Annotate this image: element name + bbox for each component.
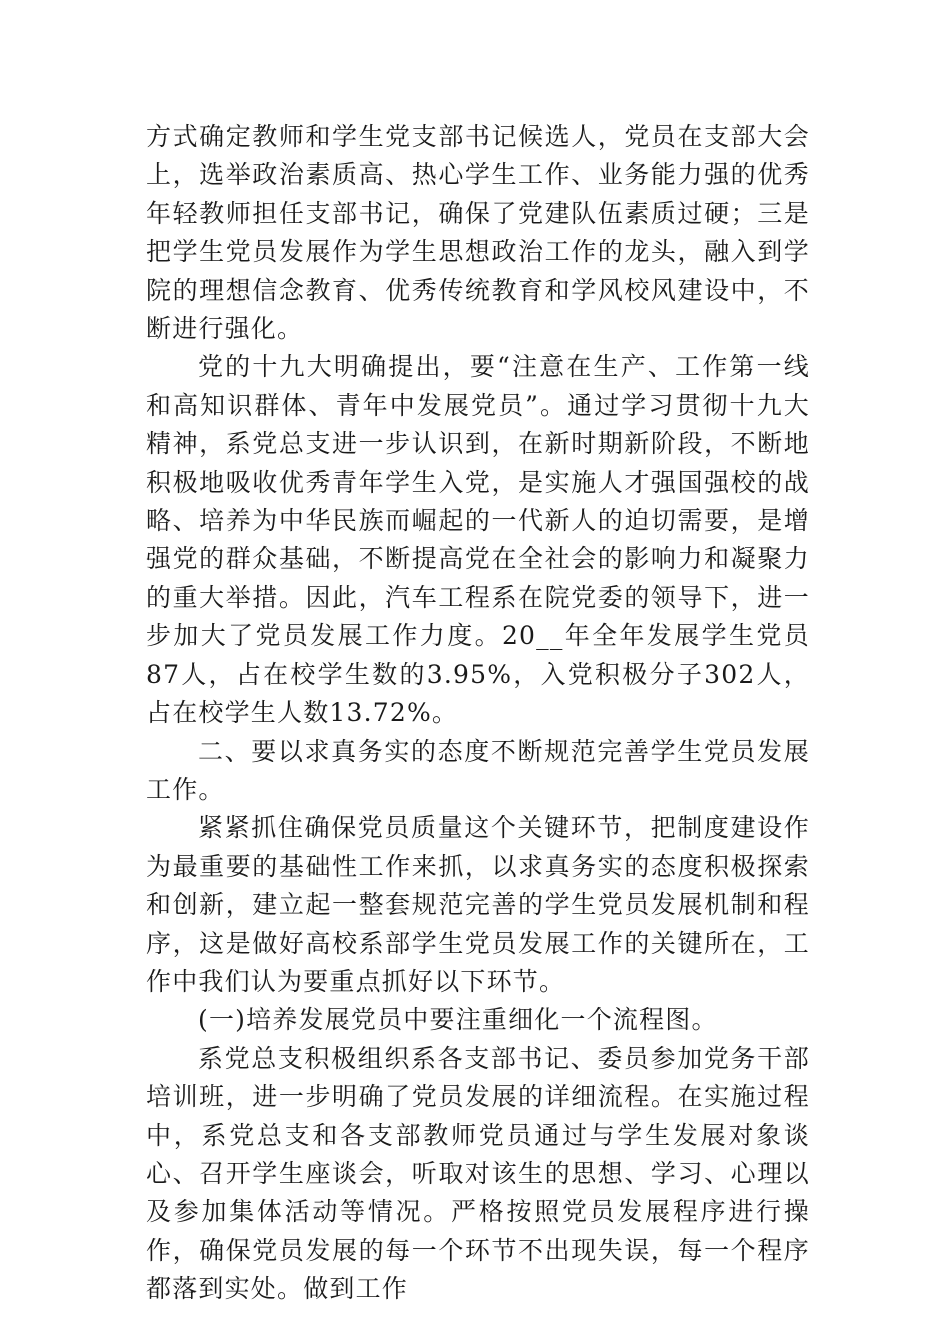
subsection-heading-1: (一)培养发展党员中要注重细化一个流程图。 (198, 1005, 718, 1035)
section-heading-2: 二、要以求真务实的态度不断规范完善学生党员发展工作。 (146, 736, 810, 804)
paragraph-2: 党的十九大明确提出，要“注意在生产、工作第一线和高知识群体、青年中发展党员”。通过学习贯彻十九大精神，系党总支进一步认识到，在新时期新阶段，不断地积极地吸收优秀青年学生入党，是实施人才强国强校的战略、培养为中华民族而崛起的一代新人的迫切需要，是增强党的群众基础，不断提高党在全社会的影响力和凝聚力的重大举措。因此，汽车工程系在院党委的领导下，进一步加大了党员发展工作力度。20__年全年发展学生党员87人，占在校学生数的3.95%，入党积极分子302人，占在校学生人数13.72%。 (146, 352, 810, 728)
paragraph-4: 系党总支积极组织系各支部书记、委员参加党务干部培训班，进一步明确了党员发展的详细流程。在实施过程中，系党总支和各支部教师党员通过与学生发展对象谈心、召开学生座谈会，听取对该生的思想、学习、心理以及参加集体活动等情况。严格按照党员发展程序进行操作，确保党员发展的每一个环节不出现失误，每一个程序都落到实处。做到工作 (146, 1043, 810, 1304)
paragraph-1: 方式确定教师和学生党支部书记候选人，党员在支部大会上，选举政治素质高、热心学生工作、业务能力强的优秀年轻教师担任支部书记，确保了党建队伍素质过硬；三是把学生党员发展作为学生思想政治工作的龙头，融入到学院的理想信念教育、优秀传统教育和学风校风建设中，不断进行强化。 (146, 122, 810, 344)
document-body (146, 118, 810, 1309)
paragraph-3: 紧紧抓住确保党员质量这个关键环节，把制度建设作为最重要的基础性工作来抓，以求真务实的态度积极探索和创新，建立起一整套规范完善的学生党员发展机制和程序，这是做好高校系部学生党员发展工作的关键所在，工作中我们认为要重点抓好以下环节。 (146, 813, 810, 996)
